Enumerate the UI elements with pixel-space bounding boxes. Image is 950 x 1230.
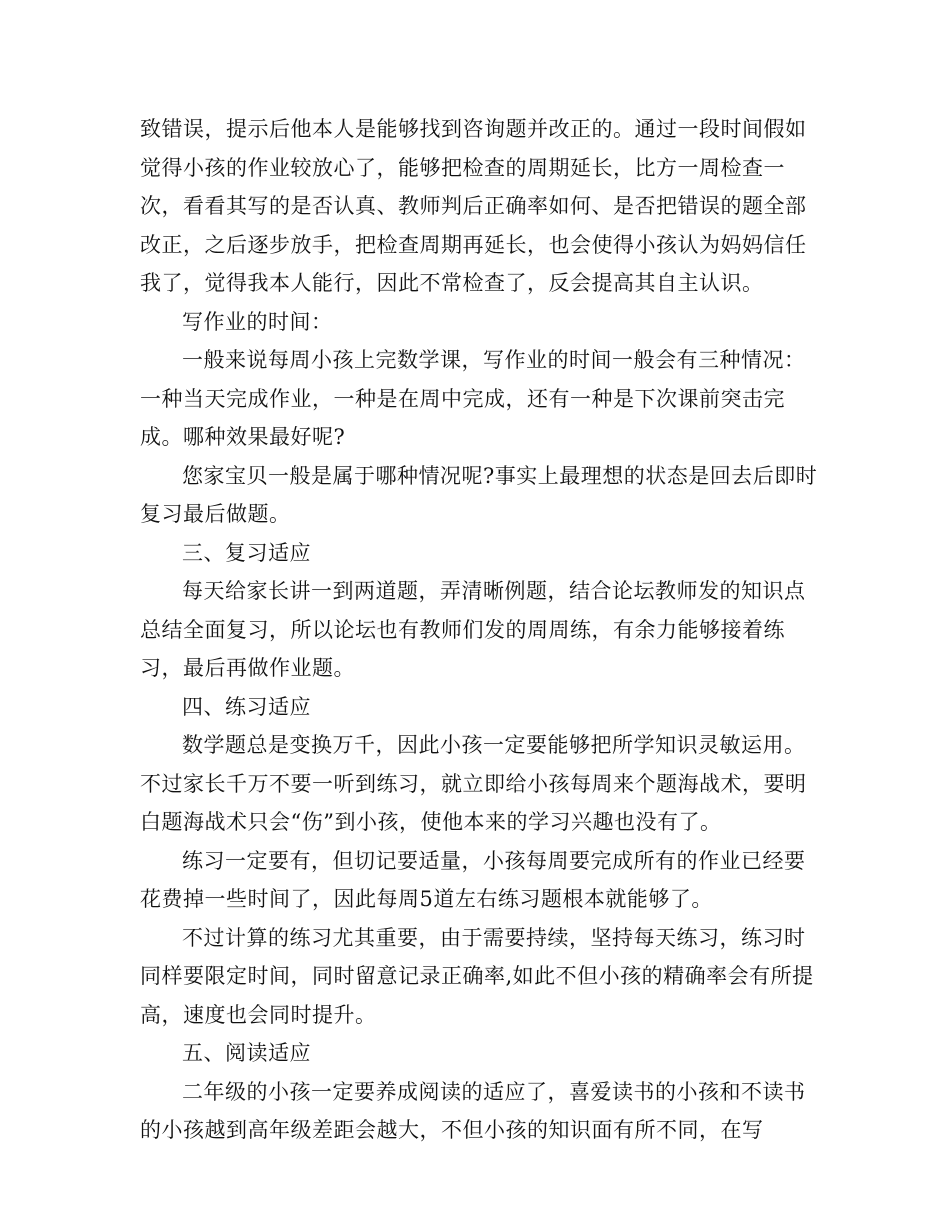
document-body <box>140 110 820 1150</box>
section-heading-practice: 四、练习适应 <box>182 694 311 719</box>
paragraph-continued: 致错误，提示后他本人是能够找到咨询题并改正的。通过一段时间假如觉得小孩的作业较放心了，能够把检查的周期延长，比方一周检查一次，看看其写的是否认真、教师判后正确率如何、是否把错误的题全部改正，之后逐步放手，把检查周期再延长，也会使得小孩认为妈妈信任我了，觉得我本人能行，因此不常检查了，反会提高其自主认识。 <box>140 117 807 295</box>
section-heading-review: 三、复习适应 <box>182 540 311 565</box>
paragraph: 每天给家长讲一到两道题，弄清晰例题，结合论坛教师发的知识点总结全面复习，所以论坛也有教师们发的周周练，有余力能够接着练习，最后再做作业题。 <box>140 579 806 680</box>
paragraph: 数学题总是变换万千，因此小孩一定要能够把所学知识灵敏运用。不过家长千万不要一听到练习，就立即给小孩每周来个题海战术，要明白题海战术只会“伤”到小孩，使他本来的学习兴趣也没有了。 <box>140 733 807 834</box>
paragraph: 二年级的小孩一定要养成阅读的适应了，喜爱读书的小孩和不读书的小孩越到高年级差距会越大，不但小孩的知识面有所不同，在写 <box>140 1079 806 1142</box>
paragraph: 不过计算的练习尤其重要，由于需要持续，坚持每天练习，练习时同样要限定时间，同时留意记录正确率,如此不但小孩的精确率会有所提高，速度也会同时提升。 <box>140 925 814 1027</box>
paragraph: 您家宝贝一般是属于哪种情况呢?事实上最理想的状态是回去后即时复习最后做题。 <box>140 463 818 526</box>
section-label-homework-time: 写作业的时间： <box>182 309 333 334</box>
section-heading-reading: 五、阅读适应 <box>182 1041 311 1065</box>
paragraph: 一般来说每周小孩上完数学课，写作业的时间一般会有三种情况：一种当天完成作业，一种是在周中完成，还有一种是下次课前突击完成。哪种效果最好呢? <box>140 348 806 449</box>
paragraph: 练习一定要有，但切记要适量，小孩每周要完成所有的作业已经要花费掉一些时间了，因此每周5道左右练习题根本就能够了。 <box>140 848 806 911</box>
